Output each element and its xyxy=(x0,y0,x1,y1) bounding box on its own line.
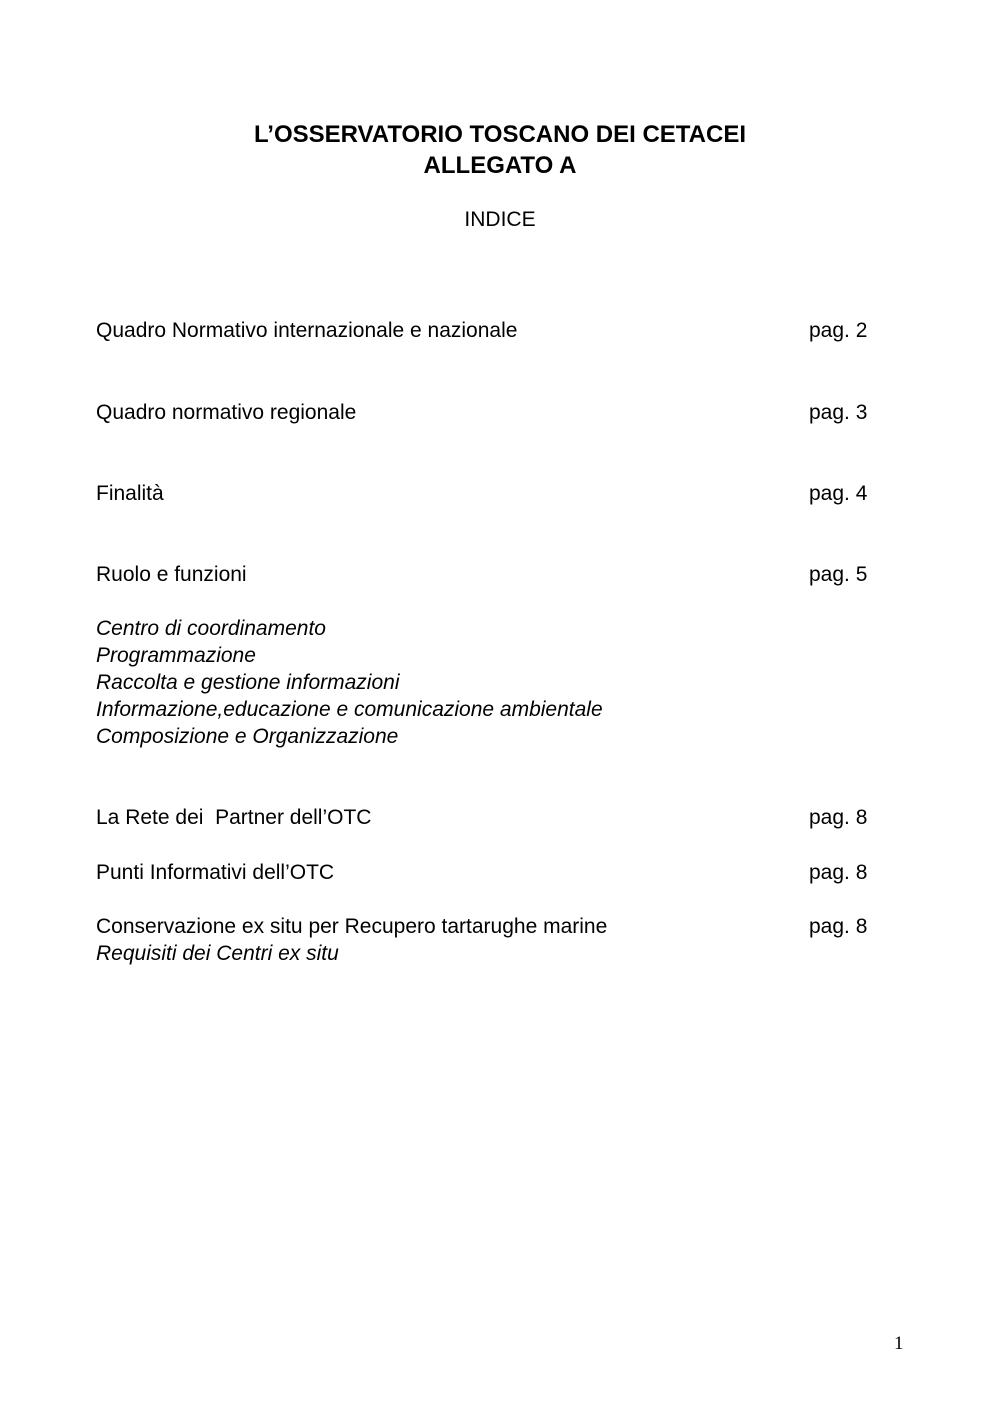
toc-entry-page: pag. 8 xyxy=(809,806,868,829)
toc-entry-label: Ruolo e funzioni xyxy=(96,563,247,586)
toc-entry-page: pag. 2 xyxy=(809,319,868,342)
page-number: 1 xyxy=(894,1333,904,1354)
toc-subsection: Composizione e Organizzazione xyxy=(96,725,399,748)
document-title xyxy=(0,119,1000,181)
title-line-2: ALLEGATO A xyxy=(423,152,577,179)
toc-entry-page: pag. 8 xyxy=(809,861,868,884)
toc-entry-label: Quadro Normativo internazionale e nazionale xyxy=(96,319,518,342)
toc-subsection: Centro di coordinamento xyxy=(96,617,326,640)
toc-subsection: Programmazione xyxy=(96,644,256,667)
toc-entry-label: La Rete dei Partner dell’OTC xyxy=(96,806,372,829)
toc-entry-label: Punti Informativi dell’OTC xyxy=(96,861,335,884)
index-heading: INDICE xyxy=(464,208,536,231)
toc-entry-page: pag. 3 xyxy=(809,401,868,424)
toc-entry-label: Finalità xyxy=(96,482,164,505)
toc-entry-page: pag. 5 xyxy=(809,563,868,586)
toc-entry-label: Quadro normativo regionale xyxy=(96,401,357,424)
toc-entry-label: Conservazione ex situ per Recupero tartarughe marine xyxy=(96,915,608,938)
toc-subsection: Raccolta e gestione informazioni xyxy=(96,671,400,694)
toc-subsection: Informazione,educazione e comunicazione ambientale xyxy=(96,698,603,721)
toc-subsection: Requisiti dei Centri ex situ xyxy=(96,942,339,965)
title-line-1: L’OSSERVATORIO TOSCANO DEI CETACEI xyxy=(253,121,747,148)
toc-entry-page: pag. 8 xyxy=(809,915,868,938)
toc-entry-page: pag. 4 xyxy=(809,482,868,505)
